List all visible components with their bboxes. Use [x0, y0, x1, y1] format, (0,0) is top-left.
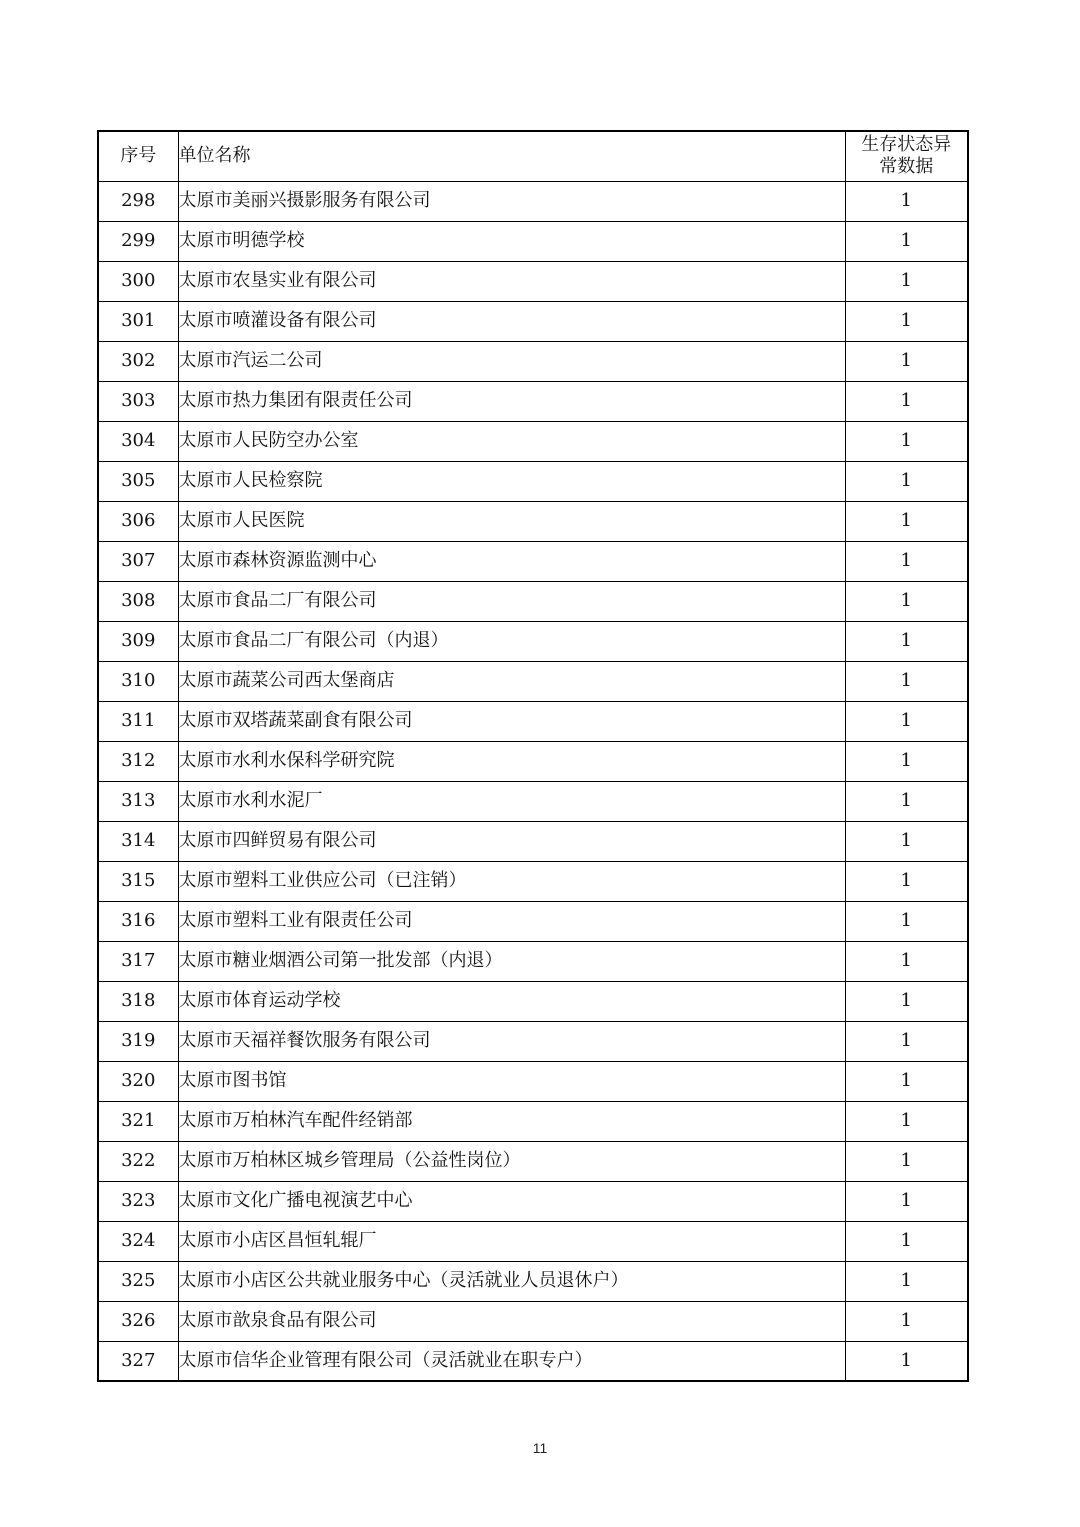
- cell-abnormal-count: 1: [845, 581, 968, 621]
- cell-unit-name: 太原市热力集团有限责任公司: [178, 381, 845, 421]
- cell-unit-name: 太原市塑料工业有限责任公司: [178, 901, 845, 941]
- table-row: [98, 781, 968, 821]
- cell-unit-name: 太原市美丽兴摄影服务有限公司: [178, 181, 845, 221]
- header-serial-number: 序号: [98, 131, 178, 181]
- cell-abnormal-count: 1: [845, 621, 968, 661]
- cell-abnormal-count: 1: [845, 1261, 968, 1301]
- cell-unit-name: 太原市水利水保科学研究院: [178, 741, 845, 781]
- table-row: [98, 1341, 968, 1381]
- cell-serial-number: 306: [98, 501, 178, 541]
- table-row: [98, 501, 968, 541]
- cell-serial-number: 310: [98, 661, 178, 701]
- table-row: [98, 381, 968, 421]
- table-row: [98, 261, 968, 301]
- cell-serial-number: 320: [98, 1061, 178, 1101]
- cell-unit-name: 太原市四鲜贸易有限公司: [178, 821, 845, 861]
- cell-unit-name: 太原市喷灌设备有限公司: [178, 301, 845, 341]
- cell-unit-name: 太原市水利水泥厂: [178, 781, 845, 821]
- cell-serial-number: 322: [98, 1141, 178, 1181]
- cell-unit-name: 太原市汽运二公司: [178, 341, 845, 381]
- header-abnormal-count-line1: 生存状态异: [861, 134, 952, 156]
- cell-abnormal-count: 1: [845, 1101, 968, 1141]
- table-row: [98, 1221, 968, 1261]
- table-row: [98, 1141, 968, 1181]
- table-row: [98, 301, 968, 341]
- table-body: [98, 181, 968, 1381]
- table-row: [98, 861, 968, 901]
- cell-serial-number: 318: [98, 981, 178, 1021]
- table-row: [98, 341, 968, 381]
- cell-unit-name: 太原市食品二厂有限公司: [178, 581, 845, 621]
- cell-abnormal-count: 1: [845, 301, 968, 341]
- cell-serial-number: 305: [98, 461, 178, 501]
- unit-data-table: [97, 130, 969, 1382]
- cell-abnormal-count: 1: [845, 341, 968, 381]
- cell-unit-name: 太原市双塔蔬菜副食有限公司: [178, 701, 845, 741]
- table-row: [98, 621, 968, 661]
- cell-unit-name: 太原市森林资源监测中心: [178, 541, 845, 581]
- cell-abnormal-count: 1: [845, 941, 968, 981]
- cell-abnormal-count: 1: [845, 221, 968, 261]
- cell-serial-number: 312: [98, 741, 178, 781]
- cell-abnormal-count: 1: [845, 701, 968, 741]
- header-abnormal-count-line2: 常数据: [879, 156, 934, 178]
- cell-serial-number: 323: [98, 1181, 178, 1221]
- cell-abnormal-count: 1: [845, 1141, 968, 1181]
- cell-abnormal-count: 1: [845, 981, 968, 1021]
- cell-abnormal-count: 1: [845, 901, 968, 941]
- cell-abnormal-count: 1: [845, 1061, 968, 1101]
- cell-serial-number: 298: [98, 181, 178, 221]
- cell-abnormal-count: 1: [845, 381, 968, 421]
- cell-abnormal-count: 1: [845, 861, 968, 901]
- cell-unit-name: 太原市人民检察院: [178, 461, 845, 501]
- table-row: [98, 981, 968, 1021]
- cell-abnormal-count: 1: [845, 1221, 968, 1261]
- table-row: [98, 581, 968, 621]
- table-row: [98, 541, 968, 581]
- cell-abnormal-count: 1: [845, 1021, 968, 1061]
- table-row: [98, 461, 968, 501]
- cell-serial-number: 304: [98, 421, 178, 461]
- cell-serial-number: 313: [98, 781, 178, 821]
- cell-serial-number: 300: [98, 261, 178, 301]
- cell-abnormal-count: 1: [845, 261, 968, 301]
- cell-serial-number: 307: [98, 541, 178, 581]
- cell-unit-name: 太原市蔬菜公司西太堡商店: [178, 661, 845, 701]
- table-row: [98, 821, 968, 861]
- cell-serial-number: 309: [98, 621, 178, 661]
- cell-unit-name: 太原市小店区公共就业服务中心（灵活就业人员退休户）: [178, 1261, 845, 1301]
- cell-unit-name: 太原市塑料工业供应公司（已注销）: [178, 861, 845, 901]
- table-row: [98, 701, 968, 741]
- cell-unit-name: 太原市歆泉食品有限公司: [178, 1301, 845, 1341]
- table-row: [98, 901, 968, 941]
- cell-unit-name: 太原市农垦实业有限公司: [178, 261, 845, 301]
- cell-serial-number: 325: [98, 1261, 178, 1301]
- cell-abnormal-count: 1: [845, 501, 968, 541]
- cell-unit-name: 太原市明德学校: [178, 221, 845, 261]
- cell-serial-number: 321: [98, 1101, 178, 1141]
- cell-abnormal-count: 1: [845, 181, 968, 221]
- cell-serial-number: 324: [98, 1221, 178, 1261]
- cell-serial-number: 317: [98, 941, 178, 981]
- table-row: [98, 1021, 968, 1061]
- cell-serial-number: 315: [98, 861, 178, 901]
- table-row: [98, 181, 968, 221]
- cell-serial-number: 319: [98, 1021, 178, 1061]
- cell-serial-number: 327: [98, 1341, 178, 1381]
- cell-unit-name: 太原市万柏林区城乡管理局（公益性岗位）: [178, 1141, 845, 1181]
- cell-serial-number: 326: [98, 1301, 178, 1341]
- cell-unit-name: 太原市人民医院: [178, 501, 845, 541]
- cell-serial-number: 311: [98, 701, 178, 741]
- cell-serial-number: 301: [98, 301, 178, 341]
- table-row: [98, 421, 968, 461]
- cell-abnormal-count: 1: [845, 541, 968, 581]
- cell-unit-name: 太原市文化广播电视演艺中心: [178, 1181, 845, 1221]
- cell-serial-number: 302: [98, 341, 178, 381]
- cell-unit-name: 太原市万柏林汽车配件经销部: [178, 1101, 845, 1141]
- page-number: 11: [532, 1440, 548, 1456]
- table-row: [98, 221, 968, 261]
- cell-unit-name: 太原市体育运动学校: [178, 981, 845, 1021]
- cell-unit-name: 太原市图书馆: [178, 1061, 845, 1101]
- table-row: [98, 1181, 968, 1221]
- table-row: [98, 661, 968, 701]
- cell-unit-name: 太原市天福祥餐饮服务有限公司: [178, 1021, 845, 1061]
- table-row: [98, 1101, 968, 1141]
- cell-abnormal-count: 1: [845, 1341, 968, 1381]
- cell-abnormal-count: 1: [845, 661, 968, 701]
- cell-abnormal-count: 1: [845, 461, 968, 501]
- cell-serial-number: 299: [98, 221, 178, 261]
- cell-abnormal-count: 1: [845, 421, 968, 461]
- cell-unit-name: 太原市食品二厂有限公司（内退）: [178, 621, 845, 661]
- cell-serial-number: 314: [98, 821, 178, 861]
- table-row: [98, 1301, 968, 1341]
- cell-unit-name: 太原市人民防空办公室: [178, 421, 845, 461]
- table-row: [98, 1261, 968, 1301]
- cell-serial-number: 303: [98, 381, 178, 421]
- cell-unit-name: 太原市小店区昌恒轧辊厂: [178, 1221, 845, 1261]
- cell-serial-number: 316: [98, 901, 178, 941]
- table-row: [98, 741, 968, 781]
- cell-serial-number: 308: [98, 581, 178, 621]
- header-abnormal-count: [845, 131, 968, 181]
- cell-unit-name: 太原市信华企业管理有限公司（灵活就业在职专户）: [178, 1341, 845, 1381]
- cell-abnormal-count: 1: [845, 1181, 968, 1221]
- cell-abnormal-count: 1: [845, 821, 968, 861]
- header-unit-name: 单位名称: [178, 131, 845, 181]
- cell-unit-name: 太原市糖业烟酒公司第一批发部（内退）: [178, 941, 845, 981]
- cell-abnormal-count: 1: [845, 781, 968, 821]
- table-header-row: [98, 131, 968, 181]
- cell-abnormal-count: 1: [845, 741, 968, 781]
- cell-abnormal-count: 1: [845, 1301, 968, 1341]
- table-row: [98, 941, 968, 981]
- table-row: [98, 1061, 968, 1101]
